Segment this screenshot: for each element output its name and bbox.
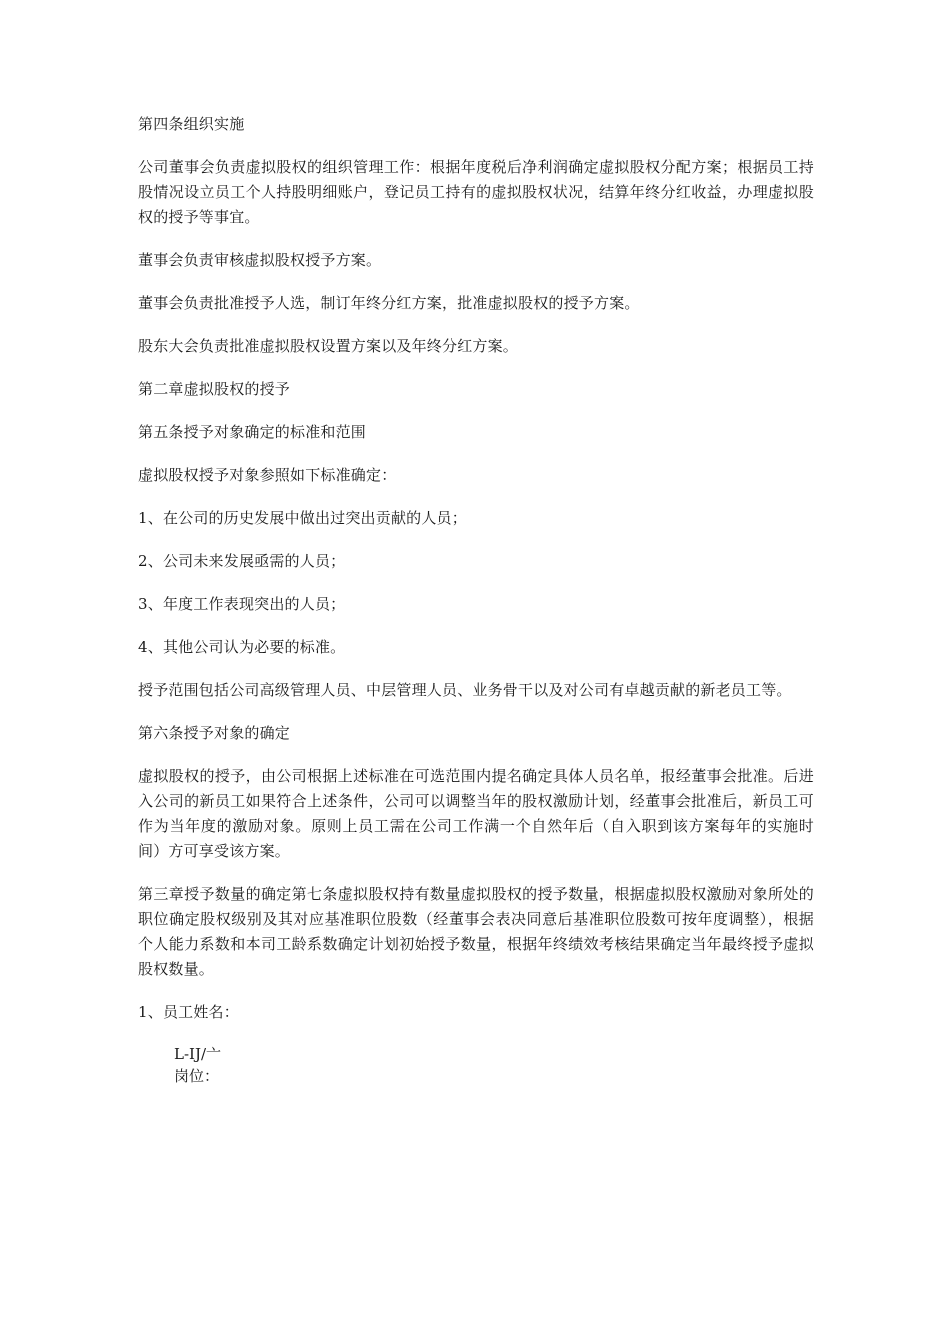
paragraph-board-review: 董事会负责审核虚拟股权授予方案。 — [138, 251, 382, 269]
list-item-criteria-1: 1、在公司的历史发展中做出过突出贡献的人员； — [138, 509, 467, 527]
paragraph-criteria-intro: 虚拟股权授予对象参照如下标准确定： — [138, 466, 397, 484]
section-heading-article-6: 第六条授予对象的确定 — [138, 724, 291, 742]
paragraph-chapter-3-article-7: 第三章授予数量的确定第七条虚拟股权持有数量虚拟股权的授予数量，根据虚拟股权激励对象所处的职位确定股权级别及其对应基准职位股数（经董事会表决同意后基准职位股数可按年度调整），根据个人能力系数和本司工龄系数确定计划初始授予数量，根据年终绩效考核结果确定当年最终授予虚拟股权数量。 — [138, 885, 814, 978]
paragraph-grant-determination: 虚拟股权的授予，由公司根据上述标准在可选范围内提名确定具体人员名单，报经董事会批准。后进入公司的新员工如果符合上述条件，公司可以调整当年的股权激励计划，经董事会批准后，新员工可作为当年度的激励对象。原则上员工需在公司工作满一个自然年后（自入职到该方案每年的实施时间）方可享受该方案。 — [138, 767, 814, 860]
section-heading-article-5: 第五条授予对象确定的标准和范围 — [138, 423, 367, 441]
list-item-criteria-4: 4、其他公司认为必要的标准。 — [138, 638, 346, 656]
section-heading-article-4: 第四条组织实施 — [138, 115, 245, 133]
form-fields-block — [174, 1043, 814, 1087]
paragraph-board-management: 公司董事会负责虚拟股权的组织管理工作：根据年度税后净利润确定虚拟股权分配方案；根据员工持股情况设立员工个人持股明细账户，登记员工持有的虚拟股权状况，结算年终分红收益，办理虚拟股权的授予等事宜。 — [138, 158, 814, 226]
document-body — [138, 112, 814, 1087]
list-item-criteria-2: 2、公司未来发展亟需的人员； — [138, 552, 346, 570]
form-label-position: 岗位： — [174, 1067, 220, 1085]
chapter-heading-2: 第二章虚拟股权的授予 — [138, 380, 291, 398]
form-label-employee-name: 1、员工姓名： — [138, 1003, 239, 1021]
form-line-garbled: L-IJ/亠 — [174, 1045, 222, 1063]
paragraph-board-approve: 董事会负责批准授予人选，制订年终分红方案，批准虚拟股权的授予方案。 — [138, 294, 640, 312]
paragraph-shareholders-approve: 股东大会负责批准虚拟股权设置方案以及年终分红方案。 — [138, 337, 519, 355]
list-item-criteria-3: 3、年度工作表现突出的人员； — [138, 595, 346, 613]
paragraph-grant-scope: 授予范围包括公司高级管理人员、中层管理人员、业务骨干以及对公司有卓越贡献的新老员工等。 — [138, 681, 792, 699]
